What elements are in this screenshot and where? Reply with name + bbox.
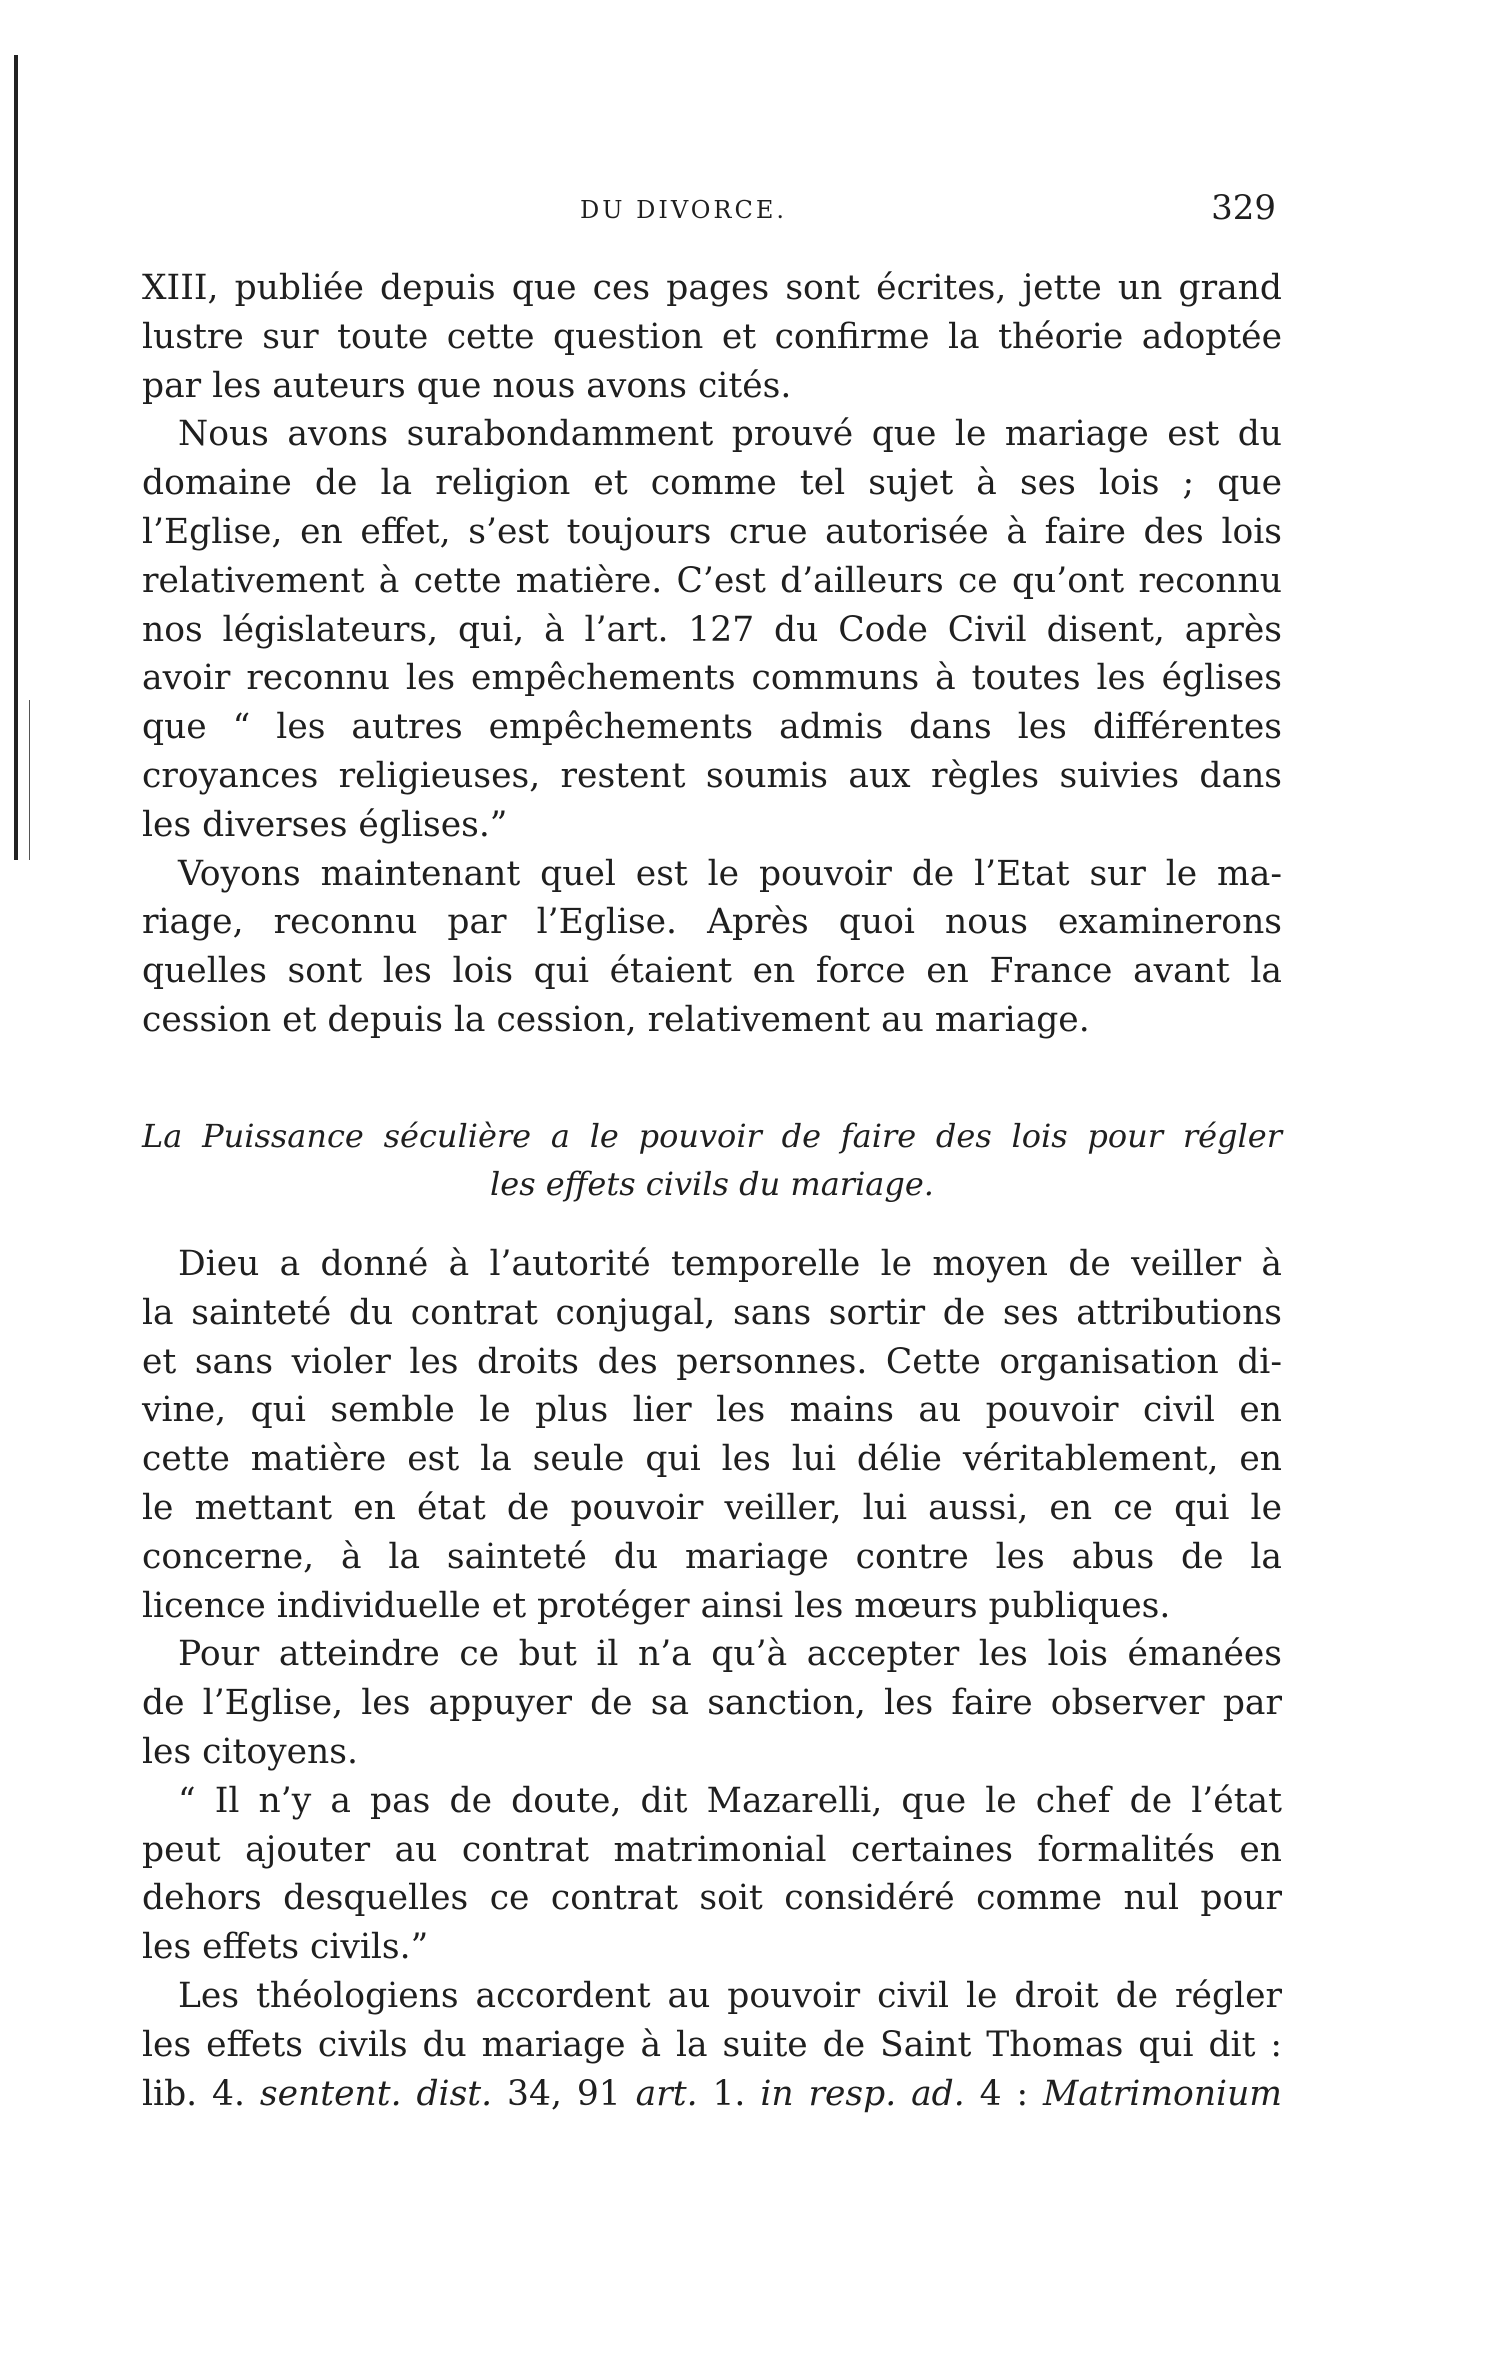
- text-line: de l’Eglise, les appuyer de sa sanction, les faire observer par: [142, 1683, 1282, 1724]
- text-line: concerne, à la sainteté du mariage contre les abus de la: [142, 1536, 1282, 1577]
- citation-part: in resp. ad.: [760, 2073, 965, 2114]
- citation-line: [142, 2070, 1282, 2119]
- text-line: avoir reconnu les empêchements communs à toutes les églises: [142, 658, 1282, 699]
- text-line: les citoyens.: [142, 1731, 358, 1772]
- citation-part: sentent. dist.: [259, 2073, 493, 2114]
- text-line: la sainteté du contrat conjugal, sans sortir de ses attributions: [142, 1292, 1282, 1333]
- text-line: les effets civils.”: [142, 1927, 429, 1968]
- text-line: que “ les autres empêchements admis dans les différentes: [142, 707, 1282, 748]
- text-line: et sans violer les droits des personnes. Cette organisation di-: [142, 1341, 1282, 1382]
- citation-part: lib. 4.: [142, 2073, 245, 2114]
- running-head: [140, 188, 1290, 236]
- text-line: dehors desquelles ce contrat soit considéré comme nul pour: [142, 1878, 1282, 1919]
- text-line: domaine de la religion et comme tel sujet à ses lois ; que: [142, 463, 1282, 504]
- page-number: 329: [1211, 188, 1276, 228]
- scan-edge-line-thin: [29, 700, 30, 860]
- text-line: par les auteurs que nous avons cités.: [142, 365, 792, 406]
- text-line: l’Eglise, en effet, s’est toujours crue autorisée à faire des lois: [142, 511, 1282, 552]
- citation-part: 4 :: [979, 2073, 1029, 2114]
- text-line: relativement à cette matière. C’est d’ailleurs ce qu’ont reconnu: [142, 560, 1282, 601]
- text-line: Nous avons surabondamment prouvé que le mariage est du: [178, 414, 1282, 455]
- text-line: quelles sont les lois qui étaient en force en France avant la: [142, 951, 1282, 992]
- text-line: cession et depuis la cession, relativement au mariage.: [142, 999, 1090, 1040]
- text-line: riage, reconnu par l’Eglise. Après quoi nous examinerons: [142, 902, 1282, 943]
- text-line: Voyons maintenant quel est le pouvoir de l’Etat sur le ma-: [178, 853, 1282, 894]
- text-line: les diverses églises.”: [142, 804, 508, 845]
- text-line: XIII, publiée depuis que ces pages sont écrites, jette un grand: [142, 268, 1282, 308]
- citation-part: Matrimonium: [1043, 2073, 1283, 2114]
- text-line: peut ajouter au contrat matrimonial certaines formalités en: [142, 1829, 1282, 1870]
- text-line: nos législateurs, qui, à l’art. 127 du Code Civil disent, après: [142, 609, 1282, 650]
- text-line: le mettant en état de pouvoir veiller, lui aussi, en ce qui le: [142, 1487, 1282, 1528]
- section-heading-line-1: La Puissance séculière a le pouvoir de faire des lois pour régler: [142, 1117, 1282, 1155]
- text-line: lustre sur toute cette question et confirme la théorie adoptée: [142, 316, 1282, 357]
- text-line: cette matière est la seule qui les lui délie véritablement, en: [142, 1439, 1282, 1480]
- citation-part: 34, 91: [507, 2073, 621, 2114]
- text-line: vine, qui semble le plus lier les mains au pouvoir civil en: [142, 1390, 1282, 1431]
- text-line: Pour atteindre ce but il n’a qu’à accepter les lois émanées: [178, 1634, 1282, 1675]
- text-block-upper: [142, 264, 1282, 1045]
- text-line: licence individuelle et protéger ainsi les mœurs publiques.: [142, 1585, 1171, 1626]
- section-heading: [142, 1112, 1282, 1208]
- text-line: les effets civils du mariage à la suite de Saint Thomas qui dit :: [142, 2024, 1282, 2065]
- text-line: croyances religieuses, restent soumis aux règles suivies dans: [142, 755, 1282, 796]
- text-block-lower: [142, 1240, 1282, 2070]
- citation-part: 1.: [712, 2073, 746, 2114]
- citation-part: art.: [635, 2073, 698, 2114]
- text-line: Les théologiens accordent au pouvoir civil le droit de régler: [178, 1975, 1282, 2016]
- text-line: “ Il n’y a pas de doute, dit Mazarelli, que le chef de l’état: [178, 1780, 1282, 1821]
- scan-edge-line: [14, 55, 18, 860]
- running-title: DU DIVORCE.: [580, 196, 787, 224]
- final-line-container: [142, 2070, 1282, 2119]
- text-line: Dieu a donné à l’autorité temporelle le moyen de veiller à: [178, 1244, 1282, 1284]
- section-heading-line-2: les effets civils du mariage.: [490, 1165, 934, 1203]
